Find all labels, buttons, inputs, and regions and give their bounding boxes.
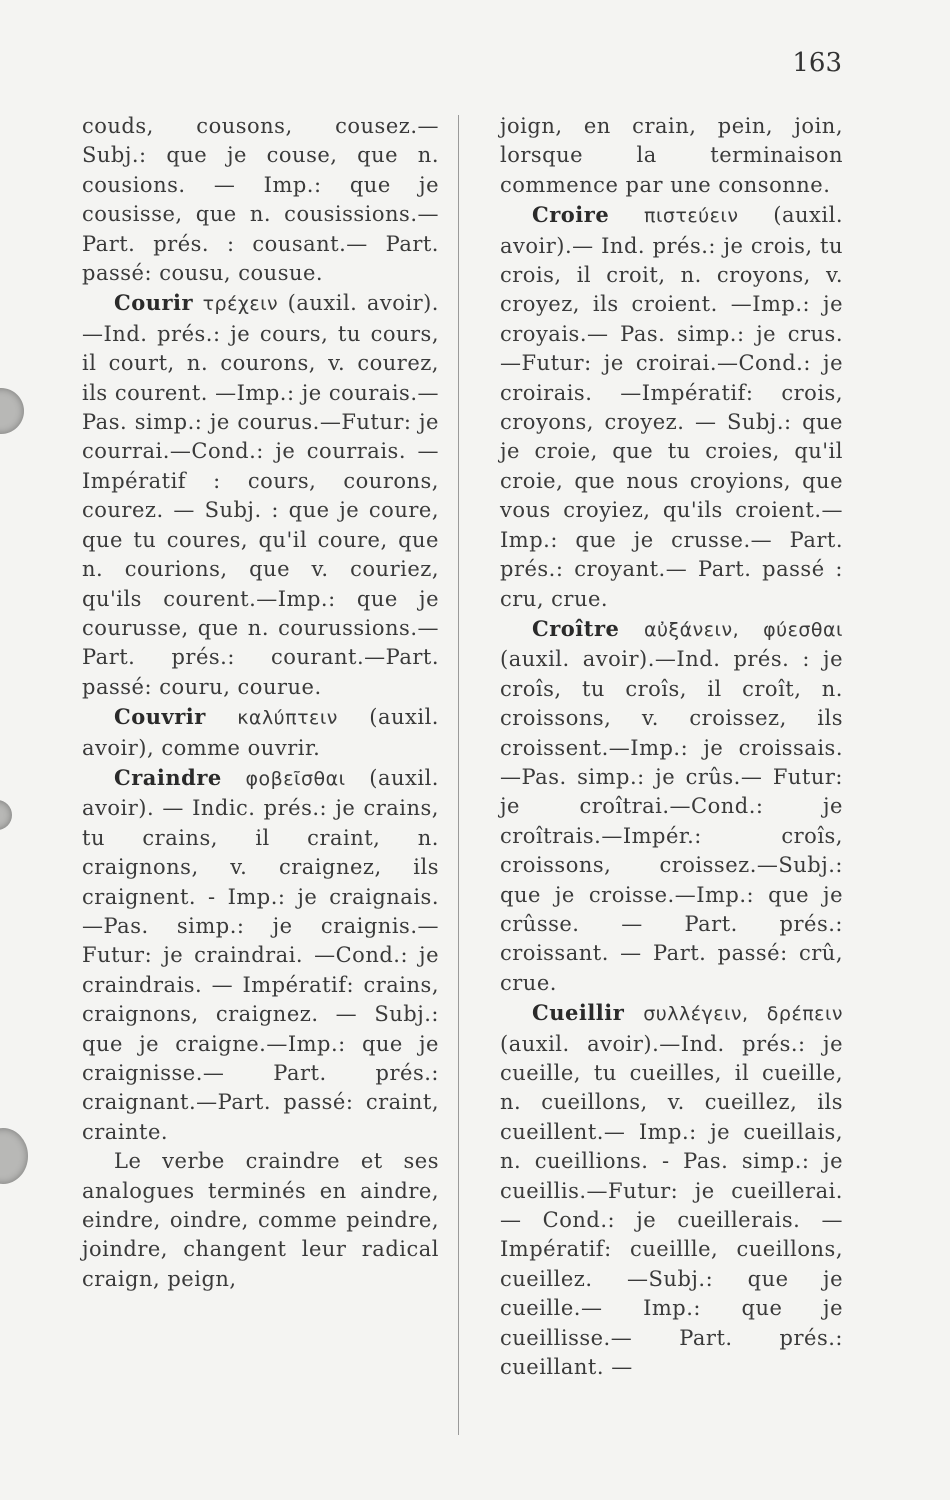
greek-translation: πιστεύειν (644, 205, 739, 228)
greek-translation: συλλέγειν, δρέπειν (643, 1003, 843, 1026)
entry-text: (auxil. avoir).—Ind. prés.: je cours, tu cours, il court, n. courons, v. courez, ils courent. —Imp.: je courais.—Pas. simp.: je courus.—Futur: je courrai.—Cond.: je courrais. — Impératif : cours, courons, courez. — Subj. : que je coure, que tu coures, qu'il coure, que n. courions, que v. couriez, qu'ils courent.—Imp.: que je courusse, que n. courussions.— Part. prés.: courant.—Part. passé: couru, courue. (82, 291, 439, 699)
column-divider (458, 115, 459, 1435)
headword: Courir (114, 290, 194, 316)
headword: Croire (532, 202, 610, 228)
headword: Couvrir (114, 704, 206, 730)
entry-text: (auxil. avoir).—Ind. prés.: je cueille, tu cueilles, il cueille, n. cueillons, v. cueillez, ils cueillent.— Imp.: je cueillais, n. cueillions. - Pas. simp.: je cueillis.—Futur: je cueillerai. — Cond.: je cueillerais. — Impératif: cueillle, cueillons, cueillez. —Subj.: que je cueille.— Imp.: que je cueillisse.— Part. prés.: cueillant. — (500, 1031, 843, 1380)
note-paragraph: Le verbe craindre et ses analogues terminés en aindre, eindre, oindre, comme peindre, joindre, changent leur radical craign, peign, (82, 1149, 439, 1291)
entry-text: (auxil. avoir). — Indic. prés.: je crains, tu crains, il craint, n. craignons, v. craignez, ils craignent. - Imp.: je craignais.—Pas. simp.: je craignis.—Futur: je craindrai. —Cond.: je craindrais. — Impératif: crains, craignons, craignez. — Subj.: que je craigne.—Imp.: que je craignisse.— Part. prés.: craignant.—Part. passé: craint, crainte. (82, 765, 439, 1144)
entry-craindre (82, 763, 439, 1147)
headword: Croître (532, 615, 620, 641)
headword: Cueillir (532, 1000, 625, 1026)
binding-hole-bottom (0, 1128, 28, 1184)
greek-translation: τρέχειν (202, 293, 279, 316)
greek-translation: φοβεῖσθαι (245, 767, 346, 790)
page-number: 163 (792, 48, 842, 78)
entry-courir (82, 288, 439, 702)
entry-croire (500, 200, 843, 614)
binding-hole-middle (0, 800, 12, 830)
greek-translation: καλύπτειν (237, 707, 338, 730)
entry-croitre (500, 614, 843, 998)
continuation-paragraph: couds, cousons, cousez.— Subj.: que je couse, que n. cousions. — Imp.: que je cousisse, que n. cousissions.— Part. prés. : cousant.— Part. passé: cousu, cousue. (82, 114, 439, 286)
entry-text: (auxil. avoir).— Ind. prés.: je crois, tu crois, il croit, n. croyons, v. croyez, ils croient. —Imp.: je croyais.— Pas. simp.: je crus.—Futur: je croirai.—Cond.: je croirais. —Impératif: crois, croyons, croyez. — Subj.: que je croie, que tu croies, qu'il croie, que nous croyions, que vous croyiez, qu'ils croient.—Imp.: que je crusse.— Part. prés.: croyant.— Part. passé : cru, crue. (500, 203, 843, 611)
entry-text: (auxil. avoir), comme ouvrir. (82, 705, 439, 760)
headword: Craindre (114, 764, 222, 790)
binding-hole-top (0, 388, 24, 434)
right-column (500, 112, 843, 1382)
entry-cueillir (500, 998, 843, 1382)
entry-couvrir (82, 702, 439, 763)
entry-text: (auxil. avoir).—Ind. prés. : je croîs, tu croîs, il croît, n. croissons, v. croissez, ils croissent.—Imp.: je croissais.—Pas. simp.: je crûs.— Futur: je croîtrai.—Cond.: je croîtrais.—Impér.: croîs, croissons, croissez.—Subj.: que je croisse.—Imp.: que je crûsse. — Part. prés.: croissant. — Part. passé: crû, crue. (500, 647, 843, 995)
left-column (82, 112, 439, 1294)
greek-translation: αὐξάνειν, φύεσθαι (644, 618, 843, 641)
continuation-paragraph: joign, en crain, pein, join, lorsque la terminaison commence par une consonne. (500, 114, 843, 197)
